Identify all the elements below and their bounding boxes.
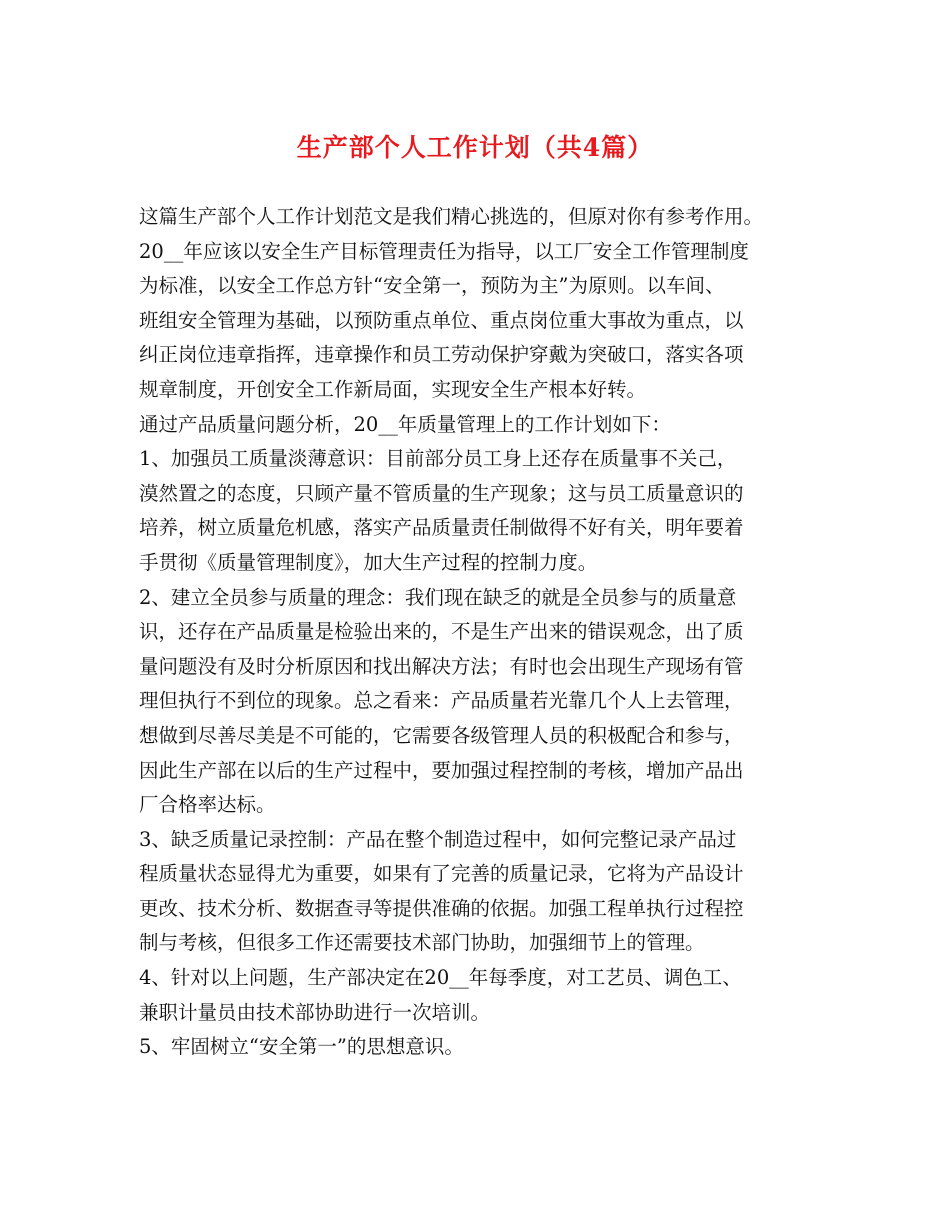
body-line: 这篇生产部个人工作计划范文是我们精心挑选的，但原对你有参考作用。 [139,205,764,228]
body-line: 想做到尽善尽美是不可能的，它需要各级管理人员的积极配合和参与， [139,723,744,747]
body-line: 4、针对以上问题，生产部决定在20__年每季度，对工艺员、调色工、 [139,966,742,990]
body-line: 漠然置之的态度，只顾产量不管质量的生产现象；这与员工质量意识的 [139,481,744,505]
body-line: 手贯彻《质量管理制度》，加大生产过程的控制力度。 [139,550,598,574]
body-line: 纠正岗位违章指挥，违章操作和员工劳动保护穿戴为突破口，落实各项 [139,343,744,367]
body-line: 规章制度，开创安全工作新局面，实现安全生产根本好转。 [139,377,647,401]
body-line: 3、缺乏质量记录控制：产品在整个制造过程中，如何完整记录产品过 [139,827,737,851]
body-line: 厂合格率达标。 [139,793,276,817]
body-line: 为标准，以安全工作总方针“安全第一，预防为主”为原则。以车间、 [139,274,725,298]
body-line: 更改、技术分析、数据查寻等提供准确的依据。加强工程单执行过程控 [139,896,744,920]
document-title: 生产部个人工作计划（共4篇） [296,133,654,162]
body-line: 量问题没有及时分析原因和找出解决方法；有时也会出现生产现场有管 [139,654,744,678]
body-line: 培养，树立质量危机感，落实产品质量责任制做得不好有关，明年要着 [139,516,744,540]
body-line: 识，还存在产品质量是检验出来的，不是生产出来的错误观念，出了质 [139,620,744,644]
document-body [139,200,839,1065]
body-line: 程质量状态显得尤为重要，如果有了完善的质量记录，它将为产品设计 [139,862,744,886]
body-line: 制与考核，但很多工作还需要技术部门协助，加强细节上的管理。 [139,931,705,955]
body-line: 通过产品质量问题分析，20__年质量管理上的工作计划如下： [139,412,671,436]
body-line: 因此生产部在以后的生产过程中，要加强过程控制的考核，增加产品出 [139,758,744,782]
body-line: 1、加强员工质量淡薄意识：目前部分员工身上还存在质量事不关己， [139,447,737,471]
body-line: 2、建立全员参与质量的理念：我们现在缺乏的就是全员参与的质量意 [139,585,737,609]
body-line: 班组安全管理为基础，以预防重点单位、重点岗位重大事故为重点，以 [139,308,744,332]
body-line: 20__年应该以安全生产目标管理责任为指导，以工厂安全工作管理制度 [139,239,749,263]
body-line: 理但执行不到位的现象。总之看来：产品质量若光靠几个人上去管理， [139,689,744,713]
body-line: 5、牢固树立“安全第一”的思想意识。 [139,1035,464,1059]
body-line: 兼职计量员由技术部协助进行一次培训。 [139,1000,491,1024]
